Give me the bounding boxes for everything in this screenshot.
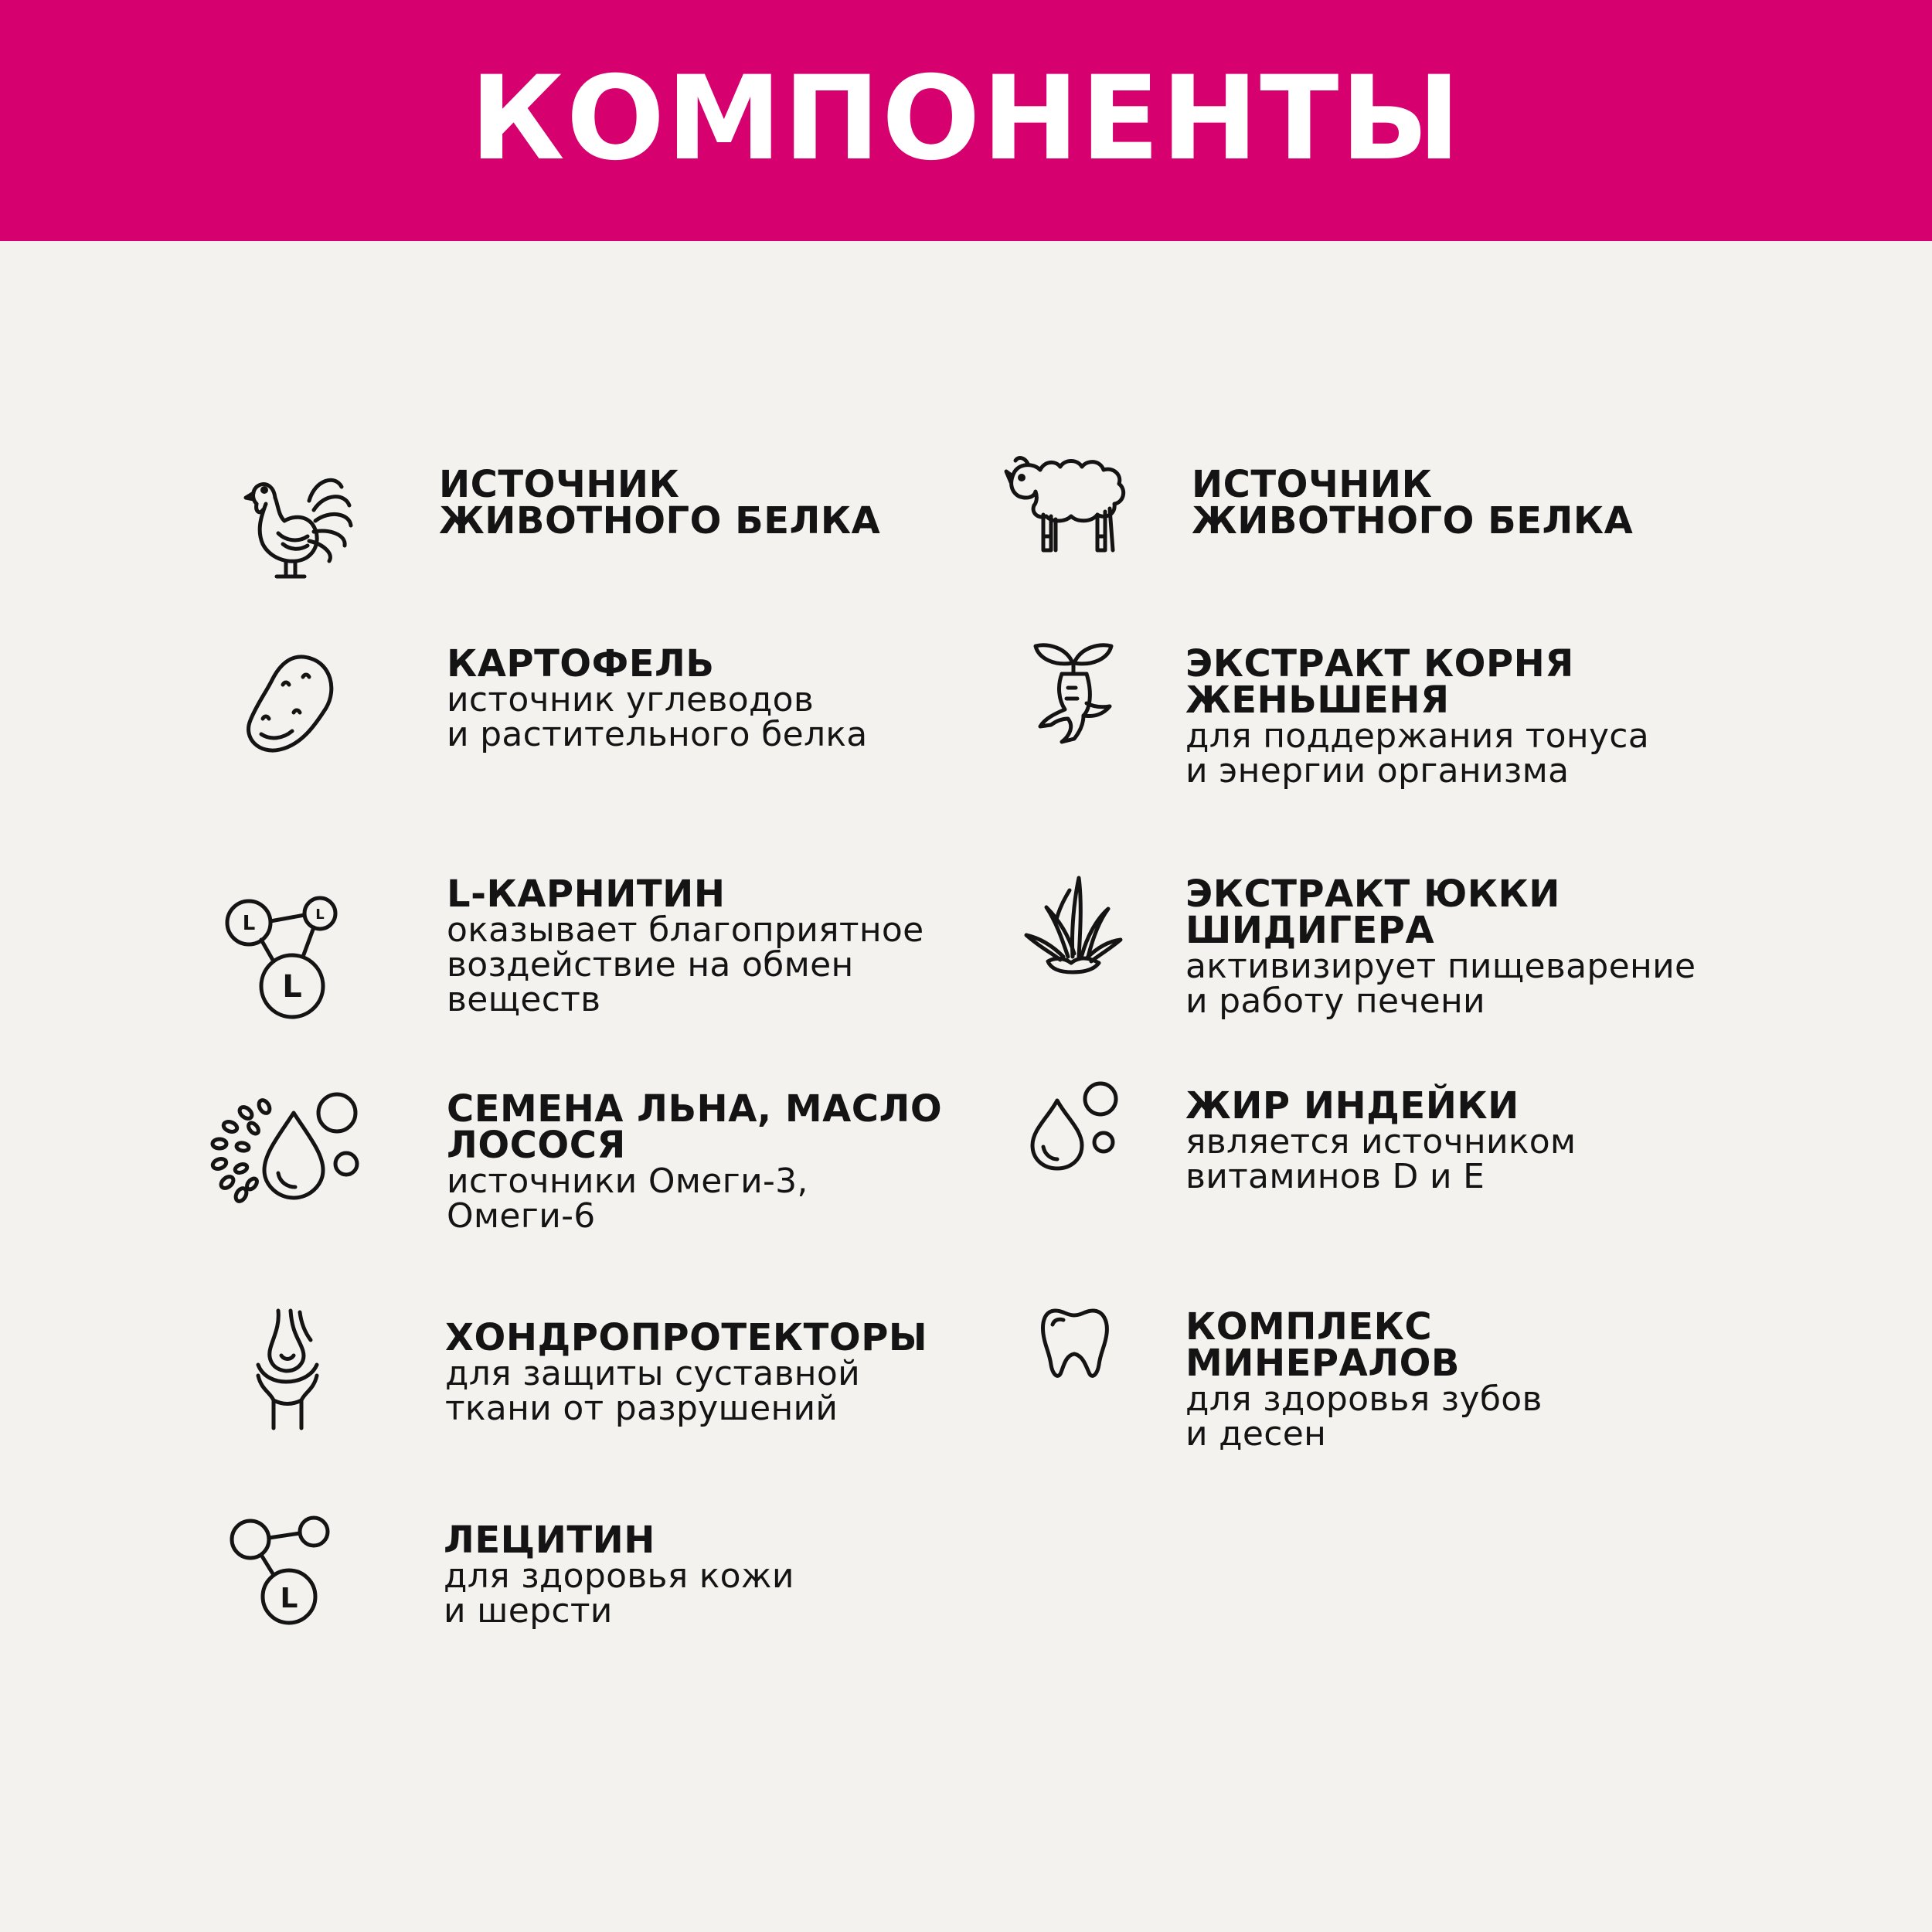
component-title: МИНЕРАЛОВ [1185,1342,1460,1385]
component-description: Омеги-6 [447,1196,596,1236]
component-description: и растительного белка [447,715,868,754]
component-description: для здоровья зубов [1185,1379,1543,1419]
component-description: ткани от разрушений [445,1389,838,1428]
component-title: ЛЕЦИТИН [444,1519,655,1562]
component-description: и энергии организма [1185,751,1570,791]
component-title: ЖИР ИНДЕЙКИ [1185,1084,1519,1128]
ginseng-root-icon [1031,640,1116,748]
component-description: и работу печени [1185,981,1485,1021]
seeds-oil-drop-icon [207,1096,362,1204]
component-description: воздействие на обмен [447,945,854,985]
component-title: КАРТОФЕЛЬ [447,642,715,685]
component-description: веществ [447,980,601,1019]
svg-text:L: L [315,906,325,923]
yucca-plant-icon [1025,876,1122,977]
component-description: является источником [1185,1122,1577,1162]
component-description: и шерсти [444,1591,613,1631]
svg-text:L: L [280,1583,298,1614]
l-carnitine-molecule-icon [221,890,345,1022]
component-title: L-КАРНИТИН [447,872,726,916]
component-title: ИСТОЧНИК [1192,463,1433,506]
component-title: ЖИВОТНОГО БЕЛКА [439,499,881,543]
component-description: для поддержания тонуса [1185,716,1650,756]
component-title: ХОНДРОПРОТЕКТОРЫ [445,1316,928,1359]
component-description: витаминов D и E [1185,1157,1485,1196]
component-description: и десен [1185,1414,1327,1454]
component-title: ЖЕНЬШЕНЯ [1185,679,1450,722]
component-title: СЕМЕНА ЛЬНА, МАСЛО [447,1087,943,1131]
component-title: ЭКСТРАКТ КОРНЯ [1185,642,1574,685]
component-description: оказывает благоприятное [447,910,924,950]
tooth-icon [1040,1306,1110,1380]
component-description: источник углеводов [447,680,815,719]
component-title: ЛОСОСЯ [447,1124,626,1167]
component-title: ЖИВОТНОГО БЕЛКА [1192,499,1634,543]
component-title: ШИДИГЕРА [1185,909,1435,952]
potato-icon [240,654,337,756]
page-title: КОМПОНЕНТЫ [470,52,1462,186]
component-description: источники Омеги-3, [447,1162,808,1201]
header-banner [0,0,1932,241]
component-description: для здоровья кожи [444,1556,794,1596]
svg-text:L: L [282,969,302,1005]
component-title: КОМПЛЕКС [1185,1305,1433,1349]
component-description: активизирует пищеварение [1185,947,1696,986]
component-title: ИСТОЧНИК [439,463,680,506]
component-description: для защиты суставной [445,1354,860,1393]
component-title: ЭКСТРАКТ ЮККИ [1185,872,1560,916]
turkey-icon [238,470,355,580]
fat-drop-icon [1029,1082,1119,1170]
svg-text:L: L [242,912,256,935]
lecithin-molecule-icon [229,1515,331,1623]
joint-icon [255,1309,320,1430]
lamb-icon [1005,454,1130,555]
